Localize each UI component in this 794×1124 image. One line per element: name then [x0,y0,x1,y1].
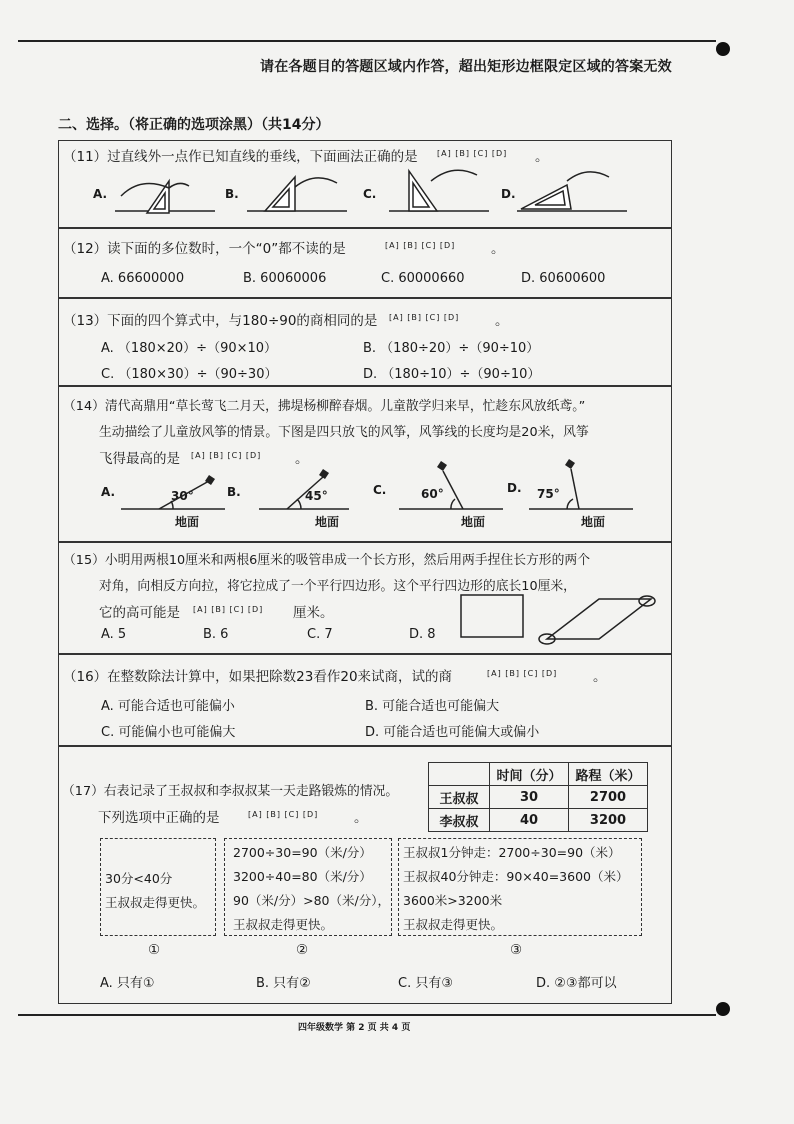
q15-line-1: （15）小明用两根10厘米和两根6厘米的吸管串成一个长方形，然后用两手捏住长方形的两个 [63,553,590,568]
table-cell: 王叔叔 [429,786,490,809]
q14-ground-d: 地面 [581,515,606,529]
answer-area-notice: 请在各题目的答题区域内作答，超出矩形边框限定区域的答案无效 [260,59,672,75]
q12-option-d[interactable]: D. 60600600 [521,271,606,286]
q16-answer-bubbles[interactable]: [A] [B] [C] [D] [487,669,558,678]
q11-option-d[interactable]: D. [501,187,516,201]
question-16-box: （16）在整数除法计算中，如果把除数23看作20来试商，试的商 [A] [B] [C] [D] 。 A. 可能合适也可能偏小 B. 可能合适也可能偏大 C. 可能偏小也可能偏大 D. 可能合适也可能偏大或偏小 [58,654,672,746]
box3-line: 王叔叔40分钟走：90×40=3600（米） [403,869,629,884]
q16-stem: （16）在整数除法计算中，如果把除数23看作20来试商，试的商 [63,669,453,685]
q14-ground-b: 地面 [315,515,340,529]
table-cell: 2700 [569,786,648,809]
question-15-box: （15）小明用两根10厘米和两根6厘米的吸管串成一个长方形，然后用两手捏住长方形的两个 对角，向相反方向拉，将它拉成了一个平行四边形。这个平行四边形的底长10厘米， 它的高可能是 [A] [B] [C] [D] 厘米。 A. 5 B. 6 C. 7 D. 8 [58,542,672,654]
table-cell: 3200 [569,809,648,832]
q14-ground-a: 地面 [175,515,200,529]
q11-stem: （11）过直线外一点作已知直线的垂线，下面画法正确的是 [63,149,418,165]
q14-angle-c: 60° [421,487,444,501]
q12-option-b[interactable]: B. 60060006 [243,271,327,286]
box2-line: 90（米/分）>80（米/分）， [233,893,390,908]
q13-option-d[interactable]: D. （180÷10）÷（90÷10） [363,367,541,382]
reasoning-box-1 [100,838,216,936]
table-row [429,786,648,809]
table-cell: 李叔叔 [429,809,490,832]
box1-line: 30分<40分 [105,871,173,886]
q14-answer-bubbles[interactable]: [A] [B] [C] [D] [191,451,262,460]
q12-answer-bubbles[interactable]: [A] [B] [C] [D] [385,241,456,250]
q13-option-b[interactable]: B. （180÷20）÷（90÷10） [363,341,540,356]
q17-option-c[interactable]: C. 只有③ [398,976,453,991]
box1-line: 王叔叔走得更快。 [105,895,206,910]
q17-line-1: （17）右表记录了王叔叔和李叔叔某一天走路锻炼的情况。 [62,784,399,799]
question-14-box: （14）清代高鼎用“草长莺飞二月天，拂堤杨柳醉春烟。儿童散学归来早，忙趁东风放纸鸢。” 生动描绘了儿童放风筝的情景。下图是四只放飞的风筝，风筝线的长度均是20米，风筝 飞得最高的是 [A] [B] [C] [D] 。 A. B. C. D. 30° 45° 60° 75° 地面 地面 地面 地面 [58,386,672,542]
q14-line-1: （14）清代高鼎用“草长莺飞二月天，拂堤杨柳醉春烟。儿童散学归来早，忙趁东风放纸鸢。” [63,399,586,414]
q14-angle-a: 30° [171,489,194,503]
q14-angle-d: 75° [537,487,560,501]
registration-mark-bottom [716,1002,730,1016]
q17-option-a[interactable]: A. 只有① [100,976,155,991]
question-11-box: （11）过直线外一点作已知直线的垂线，下面画法正确的是 [A] [B] [C] [D] 。 A. B. C. D. [58,140,672,228]
circle-mark-1: ① [148,942,161,958]
table-header-cell: 时间（分） [490,763,569,786]
bottom-rule [18,1014,716,1016]
q14-option-c[interactable]: C. [373,483,387,497]
q11-option-c[interactable]: C. [363,187,377,201]
q15-option-a[interactable]: A. 5 [101,627,127,642]
q14-option-b[interactable]: B. [227,485,241,499]
walking-record-table [428,762,648,832]
q12-option-c[interactable]: C. 60000660 [381,271,465,286]
table-header-cell [429,763,490,786]
q17-option-b[interactable]: B. 只有② [256,976,311,991]
box2-line: 王叔叔走得更快。 [233,917,334,932]
q15-option-c[interactable]: C. 7 [307,627,333,642]
table-header-cell: 路程（米） [569,763,648,786]
q17-option-d[interactable]: D. ②③都可以 [536,976,617,991]
q11-figures [59,141,673,229]
q16-option-c[interactable]: C. 可能偏小也可能偏大 [101,725,236,740]
box2-line: 3200÷40=80（米/分） [233,869,372,884]
q16-option-b[interactable]: B. 可能合适也可能偏大 [365,699,500,714]
top-rule [18,40,716,42]
table-cell: 40 [490,809,569,832]
box3-line: 王叔叔1分钟走：2700÷30=90（米） [403,845,621,860]
q17-answer-bubbles[interactable]: [A] [B] [C] [D] [248,810,319,819]
q17-line-2: 下列选项中正确的是 [98,810,220,826]
q15-line-2: 对角，向相反方向拉，将它拉成了一个平行四边形。这个平行四边形的底长10厘米， [99,579,576,594]
table-cell: 30 [490,786,569,809]
q14-line-2: 生动描绘了儿童放风筝的情景。下图是四只放飞的风筝，风筝线的长度均是20米，风筝 [99,425,589,440]
table-row [429,809,648,832]
q15-option-d[interactable]: D. 8 [409,627,436,642]
box3-line: 王叔叔走得更快。 [403,917,504,932]
reasoning-box-2 [224,838,392,936]
q11-answer-bubbles[interactable]: [A] [B] [C] [D] [437,149,508,158]
q12-option-a[interactable]: A. 66600000 [101,271,185,286]
q13-option-a[interactable]: A. （180×20）÷（90×10） [101,341,278,356]
q14-ground-c: 地面 [461,515,486,529]
question-12-box: （12）读下面的多位数时，一个“0”都不读的是 [A] [B] [C] [D] 。 A. 66600000 B. 60060006 C. 60000660 D. 60600600 [58,228,672,298]
q11-option-b[interactable]: B. [225,187,239,201]
q14-option-d[interactable]: D. [507,481,522,495]
q15-option-b[interactable]: B. 6 [203,627,229,642]
box2-line: 2700÷30=90（米/分） [233,845,372,860]
q15-line-3: 它的高可能是 [99,605,180,621]
page-footer: 四年级数学 第 2 页 共 4 页 [298,1023,411,1033]
circle-mark-2: ② [296,942,309,958]
reasoning-box-3 [398,838,642,936]
q16-option-a[interactable]: A. 可能合适也可能偏小 [101,699,235,714]
q14-option-a[interactable]: A. [101,485,116,499]
q14-kite-figures [59,387,673,543]
q14-angle-b: 45° [305,489,328,503]
q13-stem: （13）下面的四个算式中，与180÷90的商相同的是 [63,313,378,329]
q16-option-d[interactable]: D. 可能合适也可能偏大或偏小 [365,725,540,740]
q15-answer-bubbles[interactable]: [A] [B] [C] [D] [193,605,264,614]
q15-rectangle-parallelogram-figure [59,543,673,655]
q13-answer-bubbles[interactable]: [A] [B] [C] [D] [389,313,460,322]
q12-stem: （12）读下面的多位数时，一个“0”都不读的是 [63,241,346,257]
section-title: 二、选择。（将正确的选项涂黑）（共14分） [58,117,330,133]
table-header-row [429,763,648,786]
box3-line: 3600米>3200米 [403,893,503,908]
q14-line-3: 飞得最高的是 [99,451,180,467]
q11-option-a[interactable]: A. [93,187,108,201]
registration-mark-top [716,42,730,56]
q13-option-c[interactable]: C. （180×30）÷（90÷30） [101,367,278,382]
question-13-box: （13）下面的四个算式中，与180÷90的商相同的是 [A] [B] [C] [D] 。 A. （180×20）÷（90×10） B. （180÷20）÷（90÷10） C. （180×30）÷（90÷30） D. （180÷10）÷（90÷10） [58,298,672,386]
circle-mark-3: ③ [510,942,523,958]
